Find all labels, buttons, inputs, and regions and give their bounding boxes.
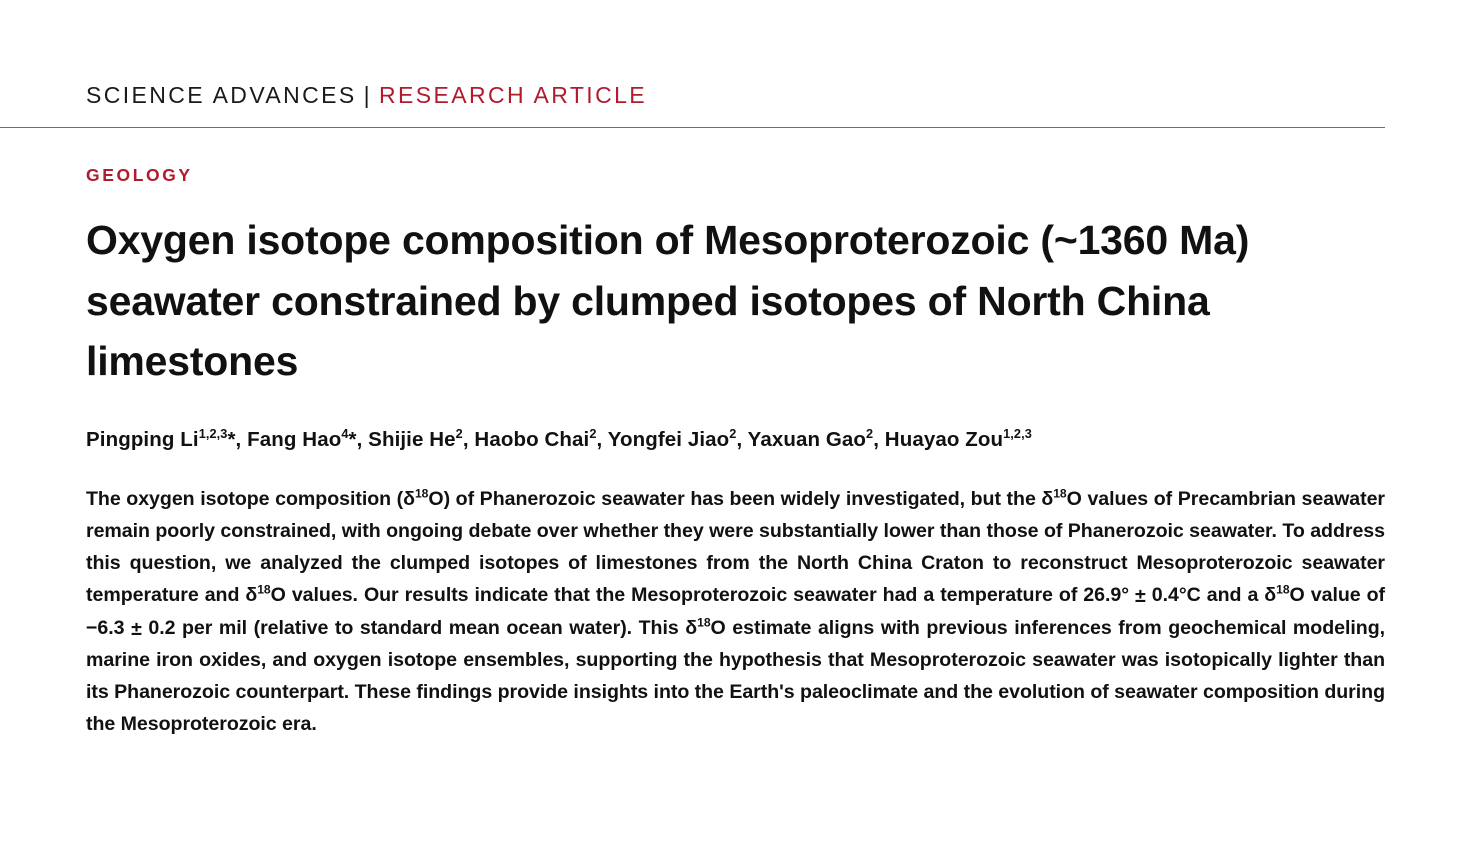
- running-head-separator: |: [363, 82, 372, 108]
- abstract-text: The oxygen isotope composition $(\delta^{18}O)$ of Phanerozoic seawater has been widely investigated, but the $\delta^{18}O$ values of Precambrian seawater remain poorly constrained, with ongoing debate over whether they were substantially lower than those of Phanerozoic seawater. To address this question, we analyzed the clumped isotopes of limestones from the North China Craton to reconstruct Mesoproterozoic seawater temperature and $\delta^{18}O$ values. Our results indicate that the Mesoproterozoic seawater had a temperature of 26.9° ± 0.4°C and a $\delta^{18}O$ value of −6.3 ± 0.2 per mil (relative to standard mean ocean water). This $\delta^{18}O$ estimate aligns with previous inferences from geochemical modeling, marine iron oxides, and oxygen isotope ensembles, supporting the hypothesis that Mesoproterozoic seawater was isotopically lighter than its Phanerozoic counterpart. These findings provide insights into the Earth's paleoclimate and the evolution of seawater composition during the Mesoproterozoic era.: [86, 486, 1386, 735]
- running-head: [86, 0, 1385, 109]
- article-type: RESEARCH ARTICLE: [378, 82, 648, 108]
- header-divider: [0, 127, 1385, 128]
- journal-name: SCIENCE ADVANCES: [86, 82, 357, 108]
- page-title: Oxygen isotope composition of Mesoproterozoic (~1360 Ma) seawater constrained by clumped isotopes of North China limestones: [86, 217, 1250, 385]
- section-label: GEOLOGY: [86, 165, 193, 185]
- author-list: Pingping Li$^{1,2,3}$*, Fang Hao$^4$*, Shijie He$^2$, Haobo Chai$^2$, Yongfei Jiao$^2$, Yaxuan Gao$^2$, Huayao Zou$^{1,2,3}$: [86, 426, 1032, 452]
